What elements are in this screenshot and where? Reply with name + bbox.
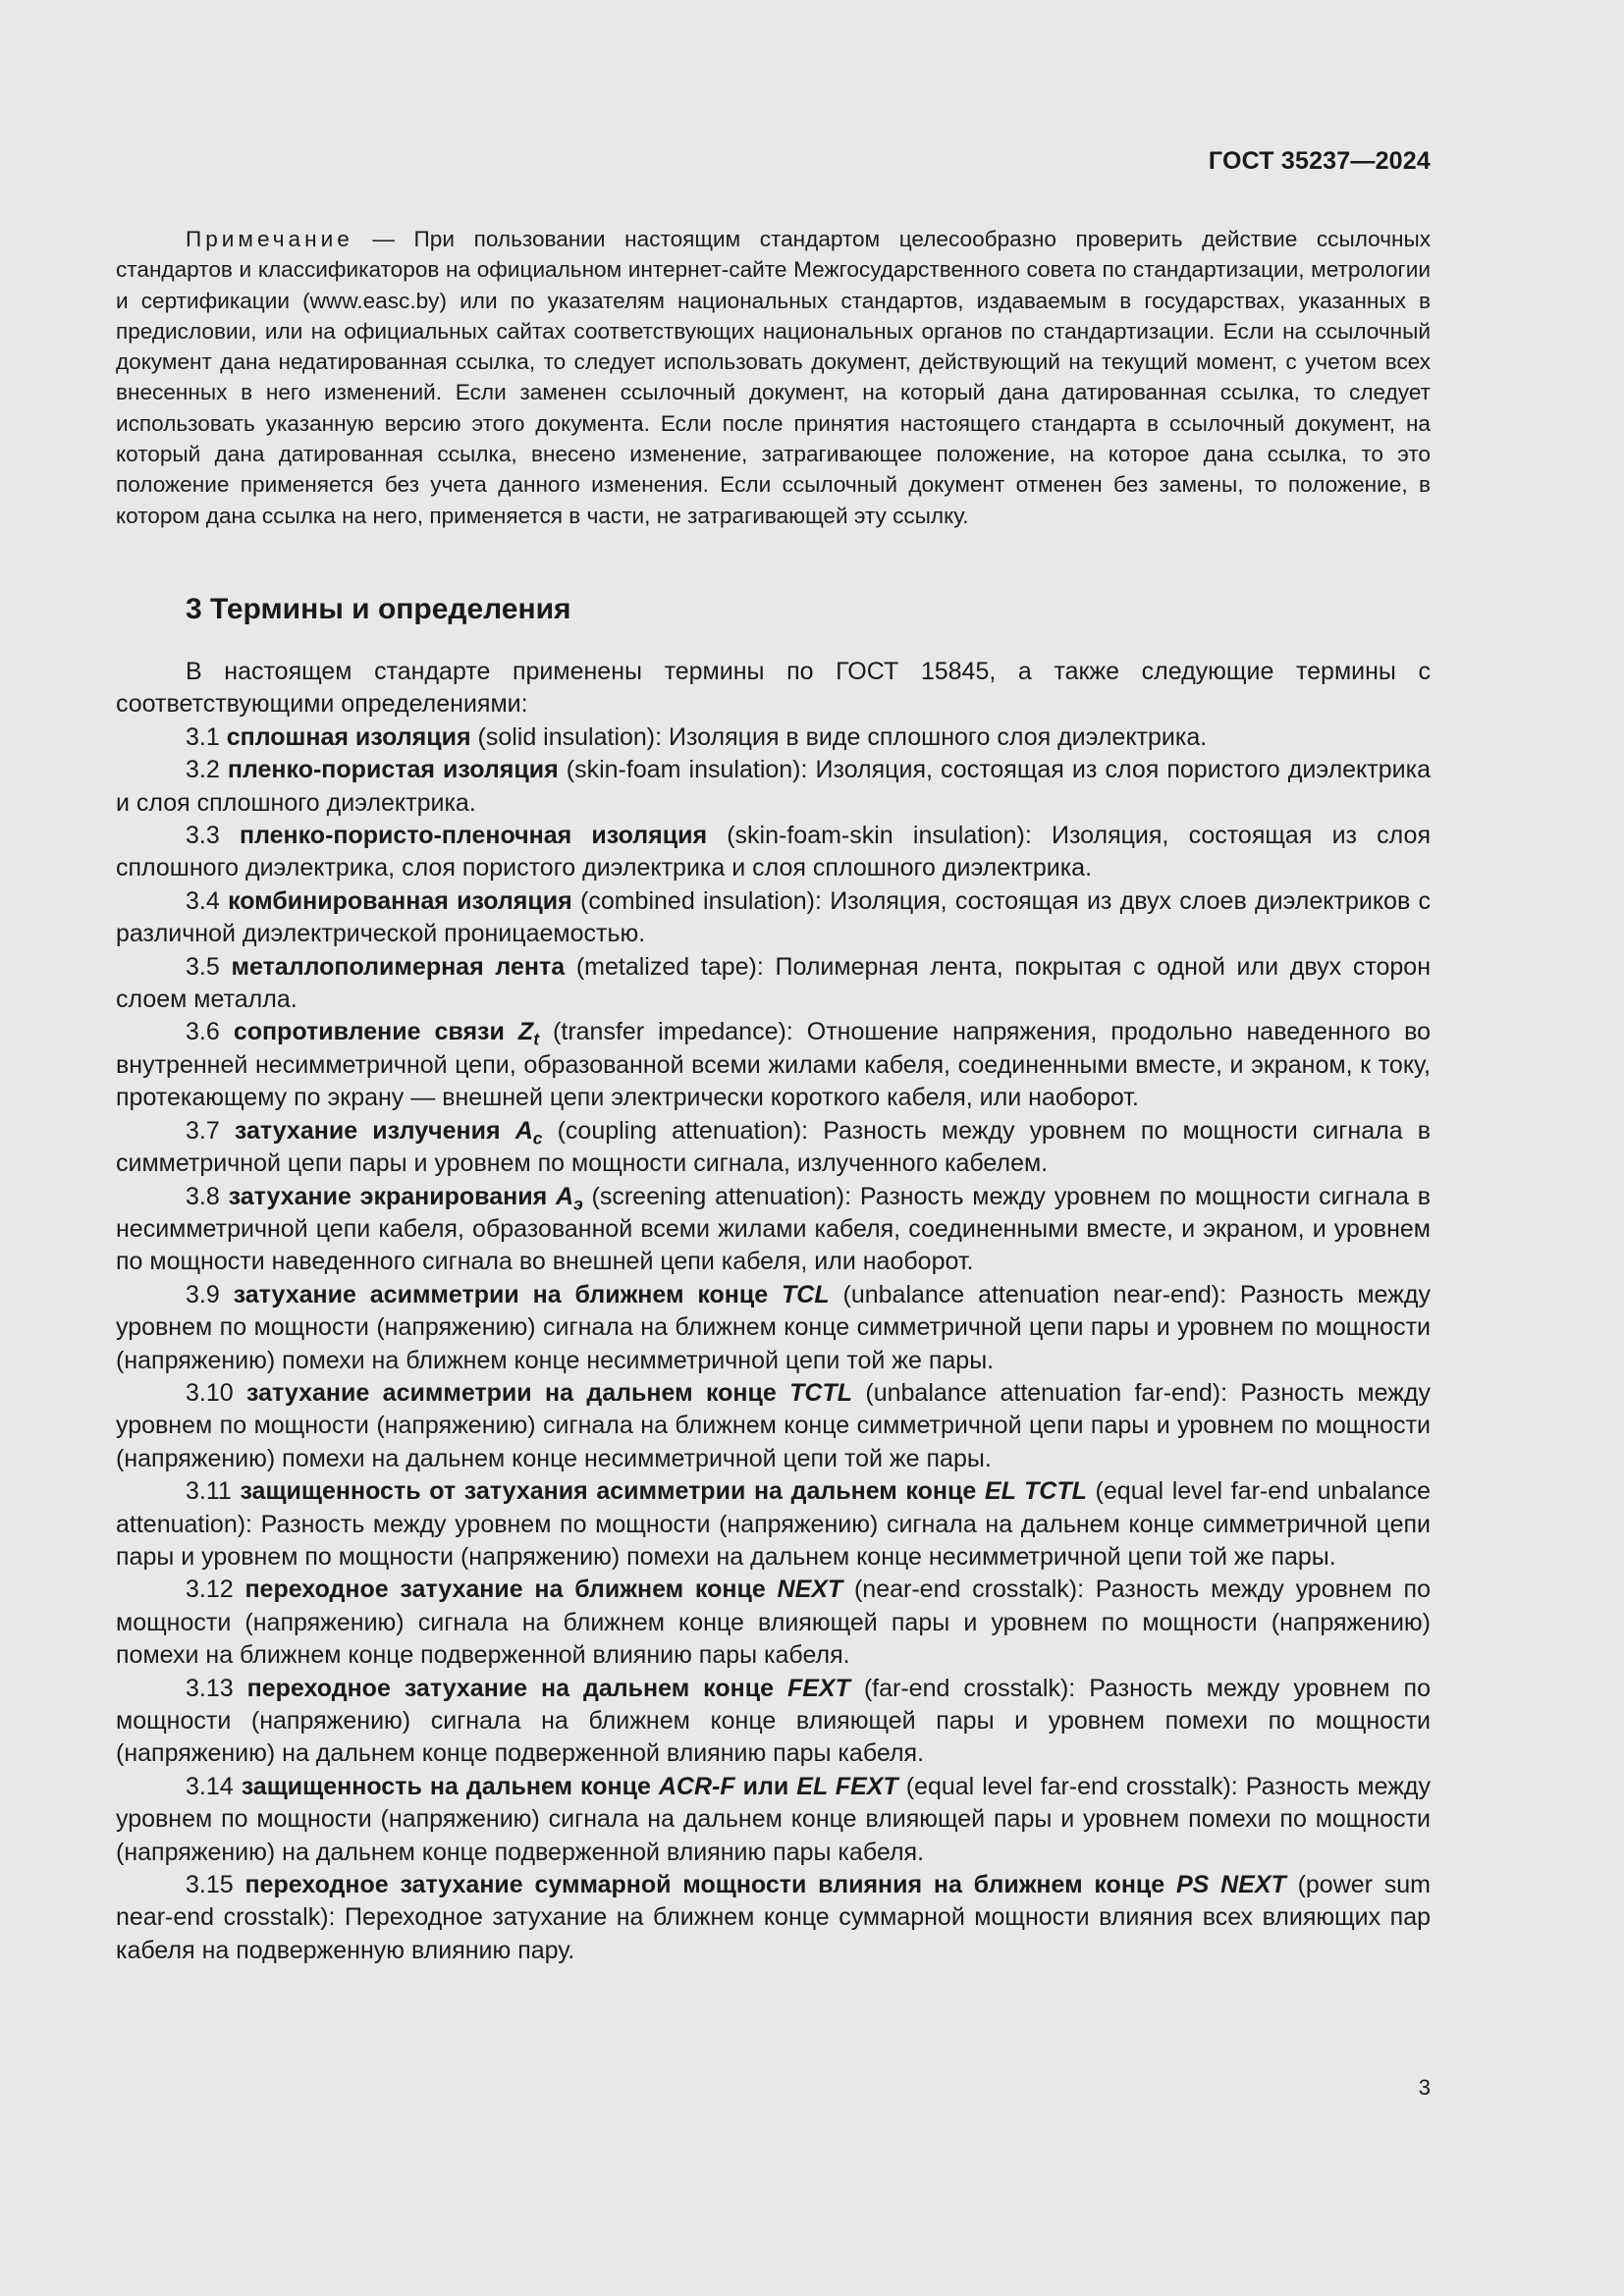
term-definition: (skin-foam-skin insulation): Изоляция, состоящая из слоя сплошного диэлектрика, слоя пористого диэлектрика и слоя сплошного диэлектрика.: [116, 822, 1431, 882]
term-entry: [116, 885, 1431, 951]
term-symbol: TCL: [782, 1280, 830, 1308]
term-definition: (screening attenuation): Разность между уровнем по мощности сигнала в несимметричной цепи кабеля, образованной всеми жилами кабеля, соединенными вместе, и экраном, и уровнем по мощности наведенного сигнала во внешней цепи кабеля, или наоборот.: [116, 1182, 1431, 1276]
note-text: — При пользовании настоящим стандартом целесообразно проверить действие ссылочных стандартов и классификаторов на официальном интернет-сайте Межгосударственного совета по стандартизации, метрологии и сертификации (www.easc.by) или по указателям национальных стандартов, издаваемым в государствах, указанных в предисловии, или на официальных сайтах соответствующих национальных органов по стандартизации. Если на ссылочный документ дана недатированная ссылка, то следует использовать документ, действующий на текущий момент, с учетом всех внесенных в него изменений. Если заменен ссылочный документ, на который дана датированная ссылка, то следует использовать указанную версию этого документа. Если после принятия настоящего стандарта в ссылочный документ, на который дана датированная ссылка, внесено изменение, затрагивающее положение, на которое дана ссылка, то это положение применяется без учета данного изменения. Если ссылочный документ отменен без замены, то положение, в котором дана ссылка на него, применяется в части, не затрагивающей эту ссылку.: [116, 227, 1431, 528]
note-paragraph: [116, 224, 1431, 531]
term-symbol: TCTL: [789, 1378, 853, 1407]
term-symbol: NEXT: [777, 1575, 843, 1604]
term-definition: (unbalance attenuation far-end): Разность между уровнем по мощности (напряжению) сигнала на ближнем конце симметричной цепи пары и уровнем по мощности (напряжению) помехи на дальнем конце несимметричной цепи той же пары.: [116, 1378, 1431, 1472]
term-symbol-subscript: э: [573, 1193, 583, 1213]
section-title: 3 Термины и определения: [186, 593, 571, 625]
term-name: пленко-пористая изоляция: [227, 756, 559, 784]
term-symbol-subscript: t: [533, 1029, 540, 1049]
term-definition: (metalized tape): Полимерная лента, покрытая с одной или двух сторон слоем металла.: [116, 952, 1431, 1014]
term-definition: (equal level far-end unbalance attenuation): Разность между уровнем по мощности (напряжению) сигнала на дальнем конце симметричной цепи пары и уровнем по мощности (напряжению) помехи на дальнем конце несимметричной цепи той же пары.: [116, 1477, 1431, 1571]
term-entry: [116, 820, 1431, 885]
term-entry: [116, 1771, 1431, 1869]
term-number: 3.13: [186, 1674, 234, 1702]
term-entry: [116, 951, 1431, 1017]
term-name: защищенность от затухания асимметрии на дальнем конце: [240, 1477, 977, 1506]
term-entry: [116, 754, 1431, 820]
term-symbol: Z: [517, 1018, 534, 1046]
term-name: сопротивление связи: [233, 1018, 505, 1046]
term-name: переходное затухание на ближнем конце: [244, 1575, 766, 1604]
term-name: затухание излучения: [234, 1116, 501, 1145]
term-name: переходное затухание на дальнем конце: [246, 1674, 774, 1702]
term-name: затухание асимметрии на ближнем конце: [233, 1280, 769, 1308]
term-name: переходное затухание суммарной мощности влияния на ближнем конце: [244, 1871, 1165, 1899]
document-id: ГОСТ 35237—2024: [1208, 147, 1431, 175]
term-connector: или: [742, 1772, 789, 1800]
term-symbol: ACR-F: [658, 1772, 735, 1800]
term-entry: [116, 1016, 1431, 1114]
term-symbol: A: [556, 1182, 574, 1210]
term-number: 3.8: [186, 1182, 220, 1210]
term-name: затухание асимметрии на дальнем конце: [246, 1378, 777, 1407]
term-number: 3.12: [186, 1575, 234, 1604]
term-entry: [116, 721, 1431, 754]
note-label: Примечание: [186, 227, 353, 251]
term-name: затухание экранирования: [228, 1182, 548, 1210]
term-number: 3.2: [186, 756, 220, 784]
term-entry: [116, 1115, 1431, 1181]
term-symbol: A: [514, 1116, 533, 1145]
term-name: пленко-пористо-пленочная изоляция: [239, 822, 708, 850]
term-entry: [116, 1673, 1431, 1771]
term-number: 3.15: [186, 1871, 234, 1899]
term-number: 3.7: [186, 1116, 220, 1145]
term-number: 3.5: [186, 952, 220, 981]
term-symbol-subscript: c: [532, 1127, 543, 1148]
term-symbol: EL TCTL: [984, 1477, 1087, 1506]
term-definition: (coupling attenuation): Разность между уровнем по мощности сигнала в симметричной цепи пары и уровнем по мощности сигнала, излученного кабелем.: [116, 1116, 1431, 1178]
term-definition: (combined insulation): Изоляция, состоящая из двух слоев диэлектриков с различной диэлектрической проницаемостью.: [116, 886, 1432, 948]
term-definition: (power sum near-end crosstalk): Переходное затухание на ближнем конце суммарной мощности влияния всех влияющих пар кабеля на подверженную влиянию пару.: [116, 1871, 1431, 1964]
section-intro: В настоящем стандарте применены термины по ГОСТ 15845, а также следующие термины с соответствующими определениями:: [116, 658, 1431, 719]
term-entry: [116, 1869, 1431, 1967]
term-definition: (far-end crosstalk): Разность между уровнем по мощности (напряжению) сигнала на ближнем конце влияющей пары и уровнем помехи по мощности (напряжению) на дальнем конце подверженной влиянию пары кабеля.: [116, 1674, 1431, 1768]
term-symbol: FEXT: [786, 1674, 850, 1702]
term-entry: [116, 1279, 1431, 1377]
term-number: 3.9: [186, 1280, 220, 1308]
term-number: 3.14: [186, 1772, 234, 1800]
term-definition: (solid insulation): Изоляция в виде сплошного слоя диэлектрика.: [470, 722, 1208, 751]
term-definition: (transfer impedance): Отношение напряжения, продольно наведенного во внутренней несимметричной цепи, образованной всеми жилами кабеля, соединенными вместе, и экраном, к току, протекающему по экрану — внешней цепи электрически короткого кабеля, или наоборот.: [116, 1018, 1431, 1112]
term-definition: (near-end crosstalk): Разность между уровнем по мощности (напряжению) сигнала на ближнем конце влияющей пары и уровнем по мощности (напряжению) помехи на ближнем конце подверженной влиянию пары кабеля.: [116, 1575, 1431, 1670]
term-entry: [116, 1181, 1431, 1279]
term-number: 3.10: [186, 1378, 234, 1407]
term-number: 3.4: [186, 886, 220, 915]
term-number: 3.1: [186, 722, 220, 751]
term-symbol: PS NEXT: [1175, 1871, 1286, 1899]
term-number: 3.3: [186, 822, 220, 850]
term-definition: (unbalance attenuation near-end): Разность между уровнем по мощности (напряжению) сигнала на ближнем конце симметричной цепи пары и уровнем по мощности (напряжению) помехи на ближнем конце несимметричной цепи той же пары.: [116, 1280, 1431, 1374]
page-number: 3: [1418, 2075, 1431, 2100]
term-name: защищенность на дальнем конце: [241, 1772, 651, 1800]
term-entry: [116, 1377, 1431, 1475]
term-entry: [116, 1574, 1431, 1672]
term-number: 3.11: [186, 1477, 232, 1506]
term-name: металлополимерная лента: [231, 952, 566, 981]
term-entry: [116, 1475, 1431, 1574]
section-body: [116, 656, 1431, 1967]
term-name: комбинированная изоляция: [228, 886, 572, 915]
note-block: [116, 224, 1431, 531]
term-name: сплошная изоляция: [226, 722, 471, 751]
term-symbol-alt: EL FEXT: [796, 1772, 898, 1800]
term-definition: (equal level far-end crosstalk): Разность между уровнем по мощности (напряжению) сигнала на дальнем конце влияющей пары и уровнем помехи по мощности (напряжению) на дальнем конце подверженной влиянию пары кабеля.: [116, 1772, 1432, 1866]
term-definition: (skin-foam insulation): Изоляция, состоящая из слоя пористого диэлектрика и слоя сплошного диэлектрика.: [116, 756, 1431, 817]
term-number: 3.6: [186, 1018, 220, 1046]
